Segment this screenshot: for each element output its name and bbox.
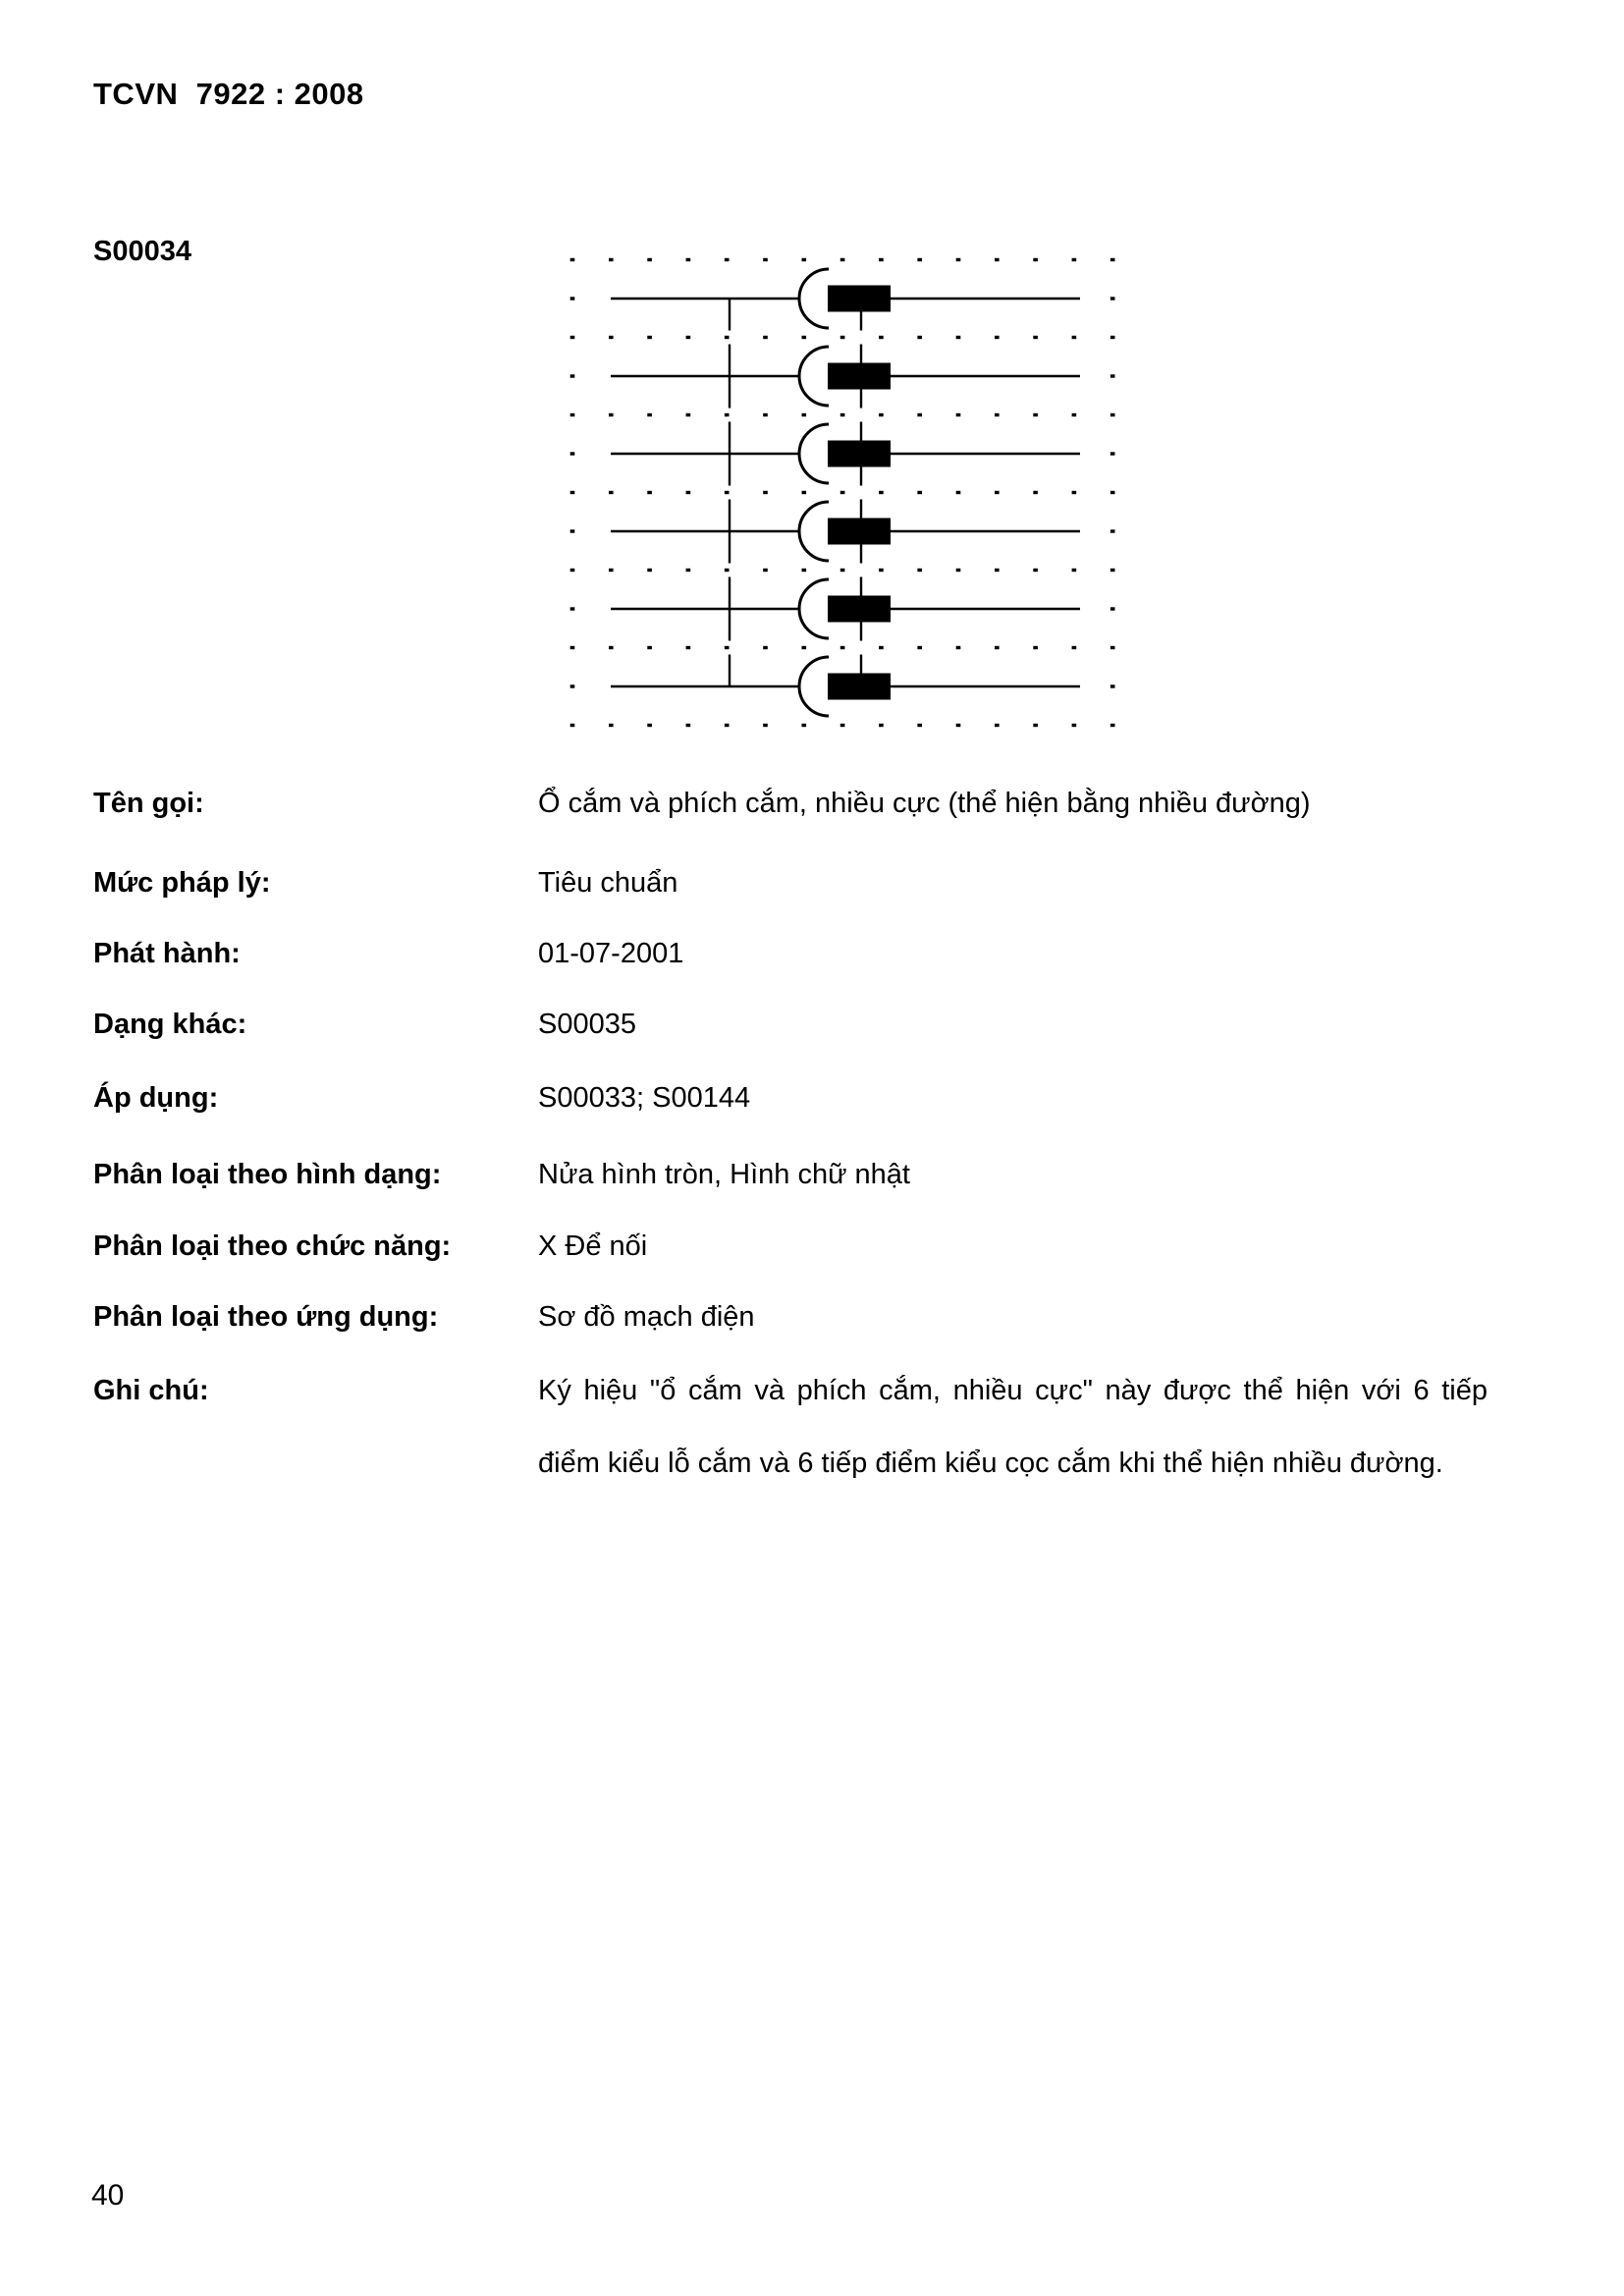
field-label: Phân loại theo chức năng:: [93, 1230, 452, 1262]
field-row-phan-loai-hinh-dang: [93, 1138, 1488, 1211]
field-row-muc-phap-ly: [93, 847, 1488, 919]
field-label: Áp dụng:: [93, 1082, 219, 1114]
field-value: Nửa hình tròn, Hình chữ nhật: [538, 1159, 910, 1190]
field-value: Ổ cắm và phích cắm, nhiều cực (thể hiện bằng nhiều đường): [538, 788, 1311, 819]
page-number: 40: [91, 2179, 125, 2212]
field-value: Ký hiệu "ổ cắm và phích cắm, nhiều cực" này được thể hiện với 6 tiếp điểm kiểu lỗ cắm và 6 tiếp điểm kiểu cọc cắm khi thể hiện nhiều đường.: [538, 1375, 1488, 1479]
field-row-phat-hanh: [93, 917, 1488, 990]
field-label: Phân loại theo hình dạng:: [93, 1159, 442, 1190]
field-row-phan-loai-chuc-nang: [93, 1210, 1488, 1283]
socket-plug-multipole-diagram-icon: [545, 236, 1134, 741]
field-value: Sơ đồ mạch điện: [538, 1301, 755, 1333]
field-row-ghi-chu: [93, 1354, 1488, 1500]
symbol-id: S00034: [93, 236, 191, 267]
field-value: S00033; S00144: [538, 1082, 751, 1114]
field-row-dang-khac: [93, 988, 1488, 1061]
field-label: Tên gọi:: [93, 788, 204, 819]
field-row-ten-goi: [93, 767, 1488, 840]
field-value: X Để nối: [538, 1230, 648, 1262]
field-value: Tiêu chuẩn: [538, 867, 678, 899]
field-label: Ghi chú:: [93, 1375, 209, 1406]
field-row-phan-loai-ung-dung: [93, 1281, 1488, 1353]
field-row-ap-dung: [93, 1062, 1488, 1134]
field-value: S00035: [538, 1009, 636, 1040]
document-title: TCVN 7922 : 2008: [93, 77, 364, 111]
field-value: 01-07-2001: [538, 938, 684, 969]
field-label: Phân loại theo ứng dụng:: [93, 1301, 439, 1333]
field-label: Mức pháp lý:: [93, 867, 271, 899]
field-label: Dạng khác:: [93, 1009, 247, 1040]
symbol-figure: [545, 236, 1134, 741]
field-label: Phát hành:: [93, 938, 241, 969]
